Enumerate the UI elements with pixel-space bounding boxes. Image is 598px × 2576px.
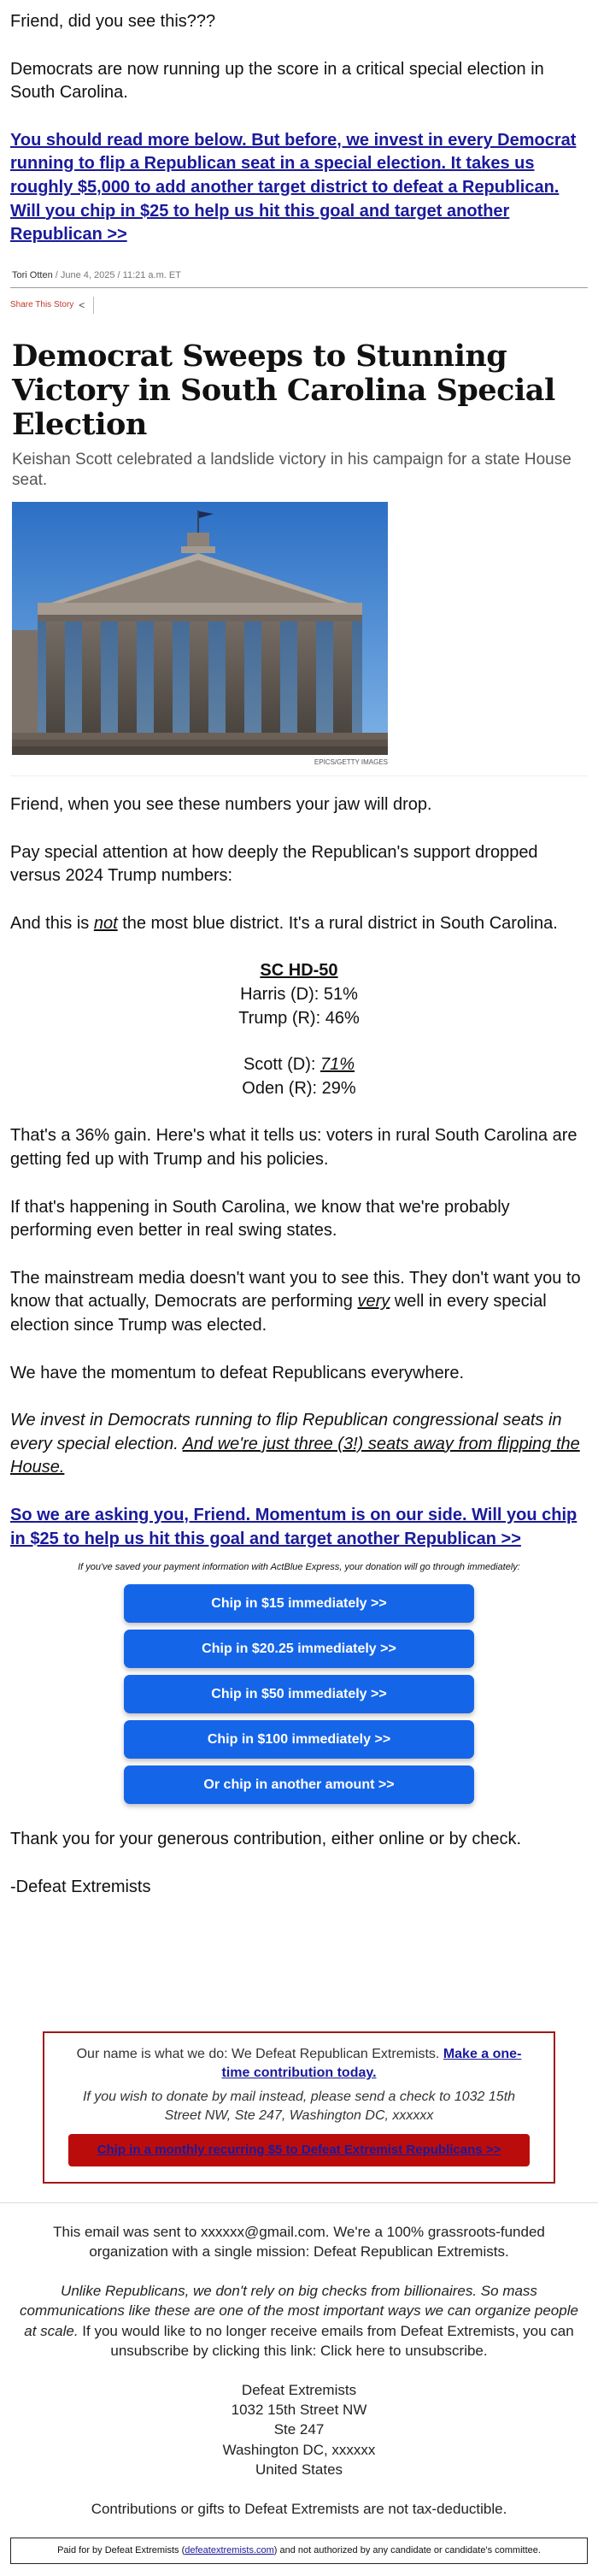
greeting: Friend, did you see this???	[10, 12, 216, 31]
share-row	[10, 297, 588, 314]
thanks-paragraph: Thank you for your generous contribution, either online or by check.	[10, 1830, 522, 1849]
monthly-recurring-button[interactable]: Chip in a monthly recurring $5 to Defeat Extremist Republicans >>	[68, 2134, 530, 2166]
chip-20-25-button[interactable]: Chip in $20.25 immediately >>	[124, 1630, 474, 1668]
body-paragraph-3: And this is not the most blue district. It's a rural district in South Carolina.	[10, 913, 558, 933]
photo-credit: EPICS/GETTY IMAGES	[314, 758, 388, 767]
box-text: Our name is what we do: We Defeat Republican Extremists. Make a one-time contribution today.	[76, 2046, 522, 2080]
scott-result: Scott (D): 71%	[243, 1055, 355, 1075]
chip-50-button[interactable]: Chip in $50 immediately >>	[124, 1675, 474, 1713]
mail-donation-note: If you wish to donate by mail instead, please send a check to 1032 15th Street NW, Ste 247, Washington DC, xxxxxx	[82, 2089, 516, 2123]
footer-sent-to: This email was sent to xxxxxx@gmail.com. We're a 100% grassroots-funded organization with a single mission: Defeat Republican Extremists.	[53, 2223, 545, 2261]
results-block	[10, 959, 588, 1100]
article-separator	[10, 775, 588, 776]
ask-link[interactable]: So we are asking you, Friend. Momentum is on our side. Will you chip in $25 to help us hit this goal and target another Republican >>	[10, 1505, 577, 1548]
body-paragraph-7: We have the momentum to defeat Republicans everywhere.	[10, 1363, 465, 1382]
article-date: June 4, 2025 / 11:21 a.m. ET	[60, 269, 181, 280]
share-icon[interactable]: <	[79, 298, 85, 311]
byline: Tori Otten / June 4, 2025 / 11:21 a.m. ET	[10, 266, 588, 288]
donate-buttons	[10, 1584, 588, 1804]
body-paragraph-8: We invest in Democrats running to flip Republican congressional seats in every special election. And we're just three (3!) seats away from flipping the House.	[10, 1411, 580, 1477]
ask-paragraph	[10, 1504, 588, 1551]
top-ask-paragraph	[10, 129, 588, 247]
chip-100-button[interactable]: Chip in $100 immediately >>	[124, 1720, 474, 1759]
district-title: SC HD-50	[260, 961, 338, 981]
top-ask-link[interactable]: You should read more below. But before, we invest in every Democrat running to flip a Republican seat in a special election. It takes us roughly $5,000 to add another target district to defeat a Republican. Will you chip in $25 to help us hit this goal and target another Republican >>	[10, 130, 577, 245]
footer	[0, 2203, 598, 2519]
article-headline: Democrat Sweeps to Stunning Victory in South Carolina Special Election	[12, 338, 555, 443]
statehouse-photo	[12, 502, 388, 755]
author-name[interactable]: Tori Otten	[12, 269, 53, 280]
one-time-contribution-link[interactable]: Make a one-time contribution today.	[221, 2046, 522, 2080]
lead-paragraph: Democrats are now running up the score in a critical special election in South Carolina.	[10, 59, 544, 103]
paid-for-site-link[interactable]: defeatextremists.com	[185, 2545, 274, 2556]
body-paragraph-1: Friend, when you see these numbers your jaw will drop.	[10, 795, 432, 815]
body-paragraph-5: If that's happening in South Carolina, we know that we're probably performing even better in real swing states.	[10, 1197, 510, 1241]
tax-disclaimer: Contributions or gifts to Defeat Extremists are not tax-deductible.	[91, 2500, 507, 2517]
share-label[interactable]: Share This Story	[10, 300, 74, 310]
contribution-box	[43, 2031, 555, 2184]
chip-other-amount-button[interactable]: Or chip in another amount >>	[124, 1765, 474, 1804]
trump-result: Trump (R): 46%	[238, 1008, 360, 1028]
harris-result: Harris (D): 51%	[240, 985, 358, 1005]
body-paragraph-6: The mainstream media doesn't want you to see this. They don't want you to know that actually, Democrats are performing very well in every special election since Trump was elected.	[10, 1268, 581, 1335]
body-paragraph-4: That's a 36% gain. Here's what it tells us: voters in rural South Carolina are getting fed up with Trump and his policies.	[10, 1126, 577, 1170]
footer-address: Defeat Extremists 1032 15th Street NW Ste 247 Washington DC, xxxxxx United States	[222, 2381, 376, 2479]
share-divider	[93, 297, 94, 314]
signature: -Defeat Extremists	[10, 1877, 151, 1896]
chip-15-button[interactable]: Chip in $15 immediately >>	[124, 1584, 474, 1623]
oden-result: Oden (R): 29%	[242, 1078, 356, 1098]
actblue-note: If you've saved your payment information with ActBlue Express, your donation will go through immediately:	[78, 1562, 520, 1573]
paid-for-box: Paid for by Defeat Extremists (defeatextremists.com) and not authorized by any candidate or candidate's committee.	[10, 2538, 588, 2564]
article-dek: Keishan Scott celebrated a landslide victory in his campaign for a state House seat.	[12, 450, 572, 490]
article-clipping	[10, 266, 588, 767]
footer-unsubscribe-text: Unlike Republicans, we don't rely on big checks from billionaires. So mass communications like these are one of the most important ways we can organize people at scale. If you would like to no longer receive emails from Defeat Extremists, you can unsubscribe by clicking this link: Click here to unsubscribe.	[20, 2282, 578, 2360]
unsubscribe-link[interactable]: If you would like to no longer receive emails from Defeat Extremists, you can unsubscribe by clicking this link: Click here to unsubscribe.	[78, 2322, 574, 2360]
body-paragraph-2: Pay special attention at how deeply the Republican's support dropped versus 2024 Trump numbers:	[10, 842, 538, 886]
article-photo	[12, 502, 388, 767]
